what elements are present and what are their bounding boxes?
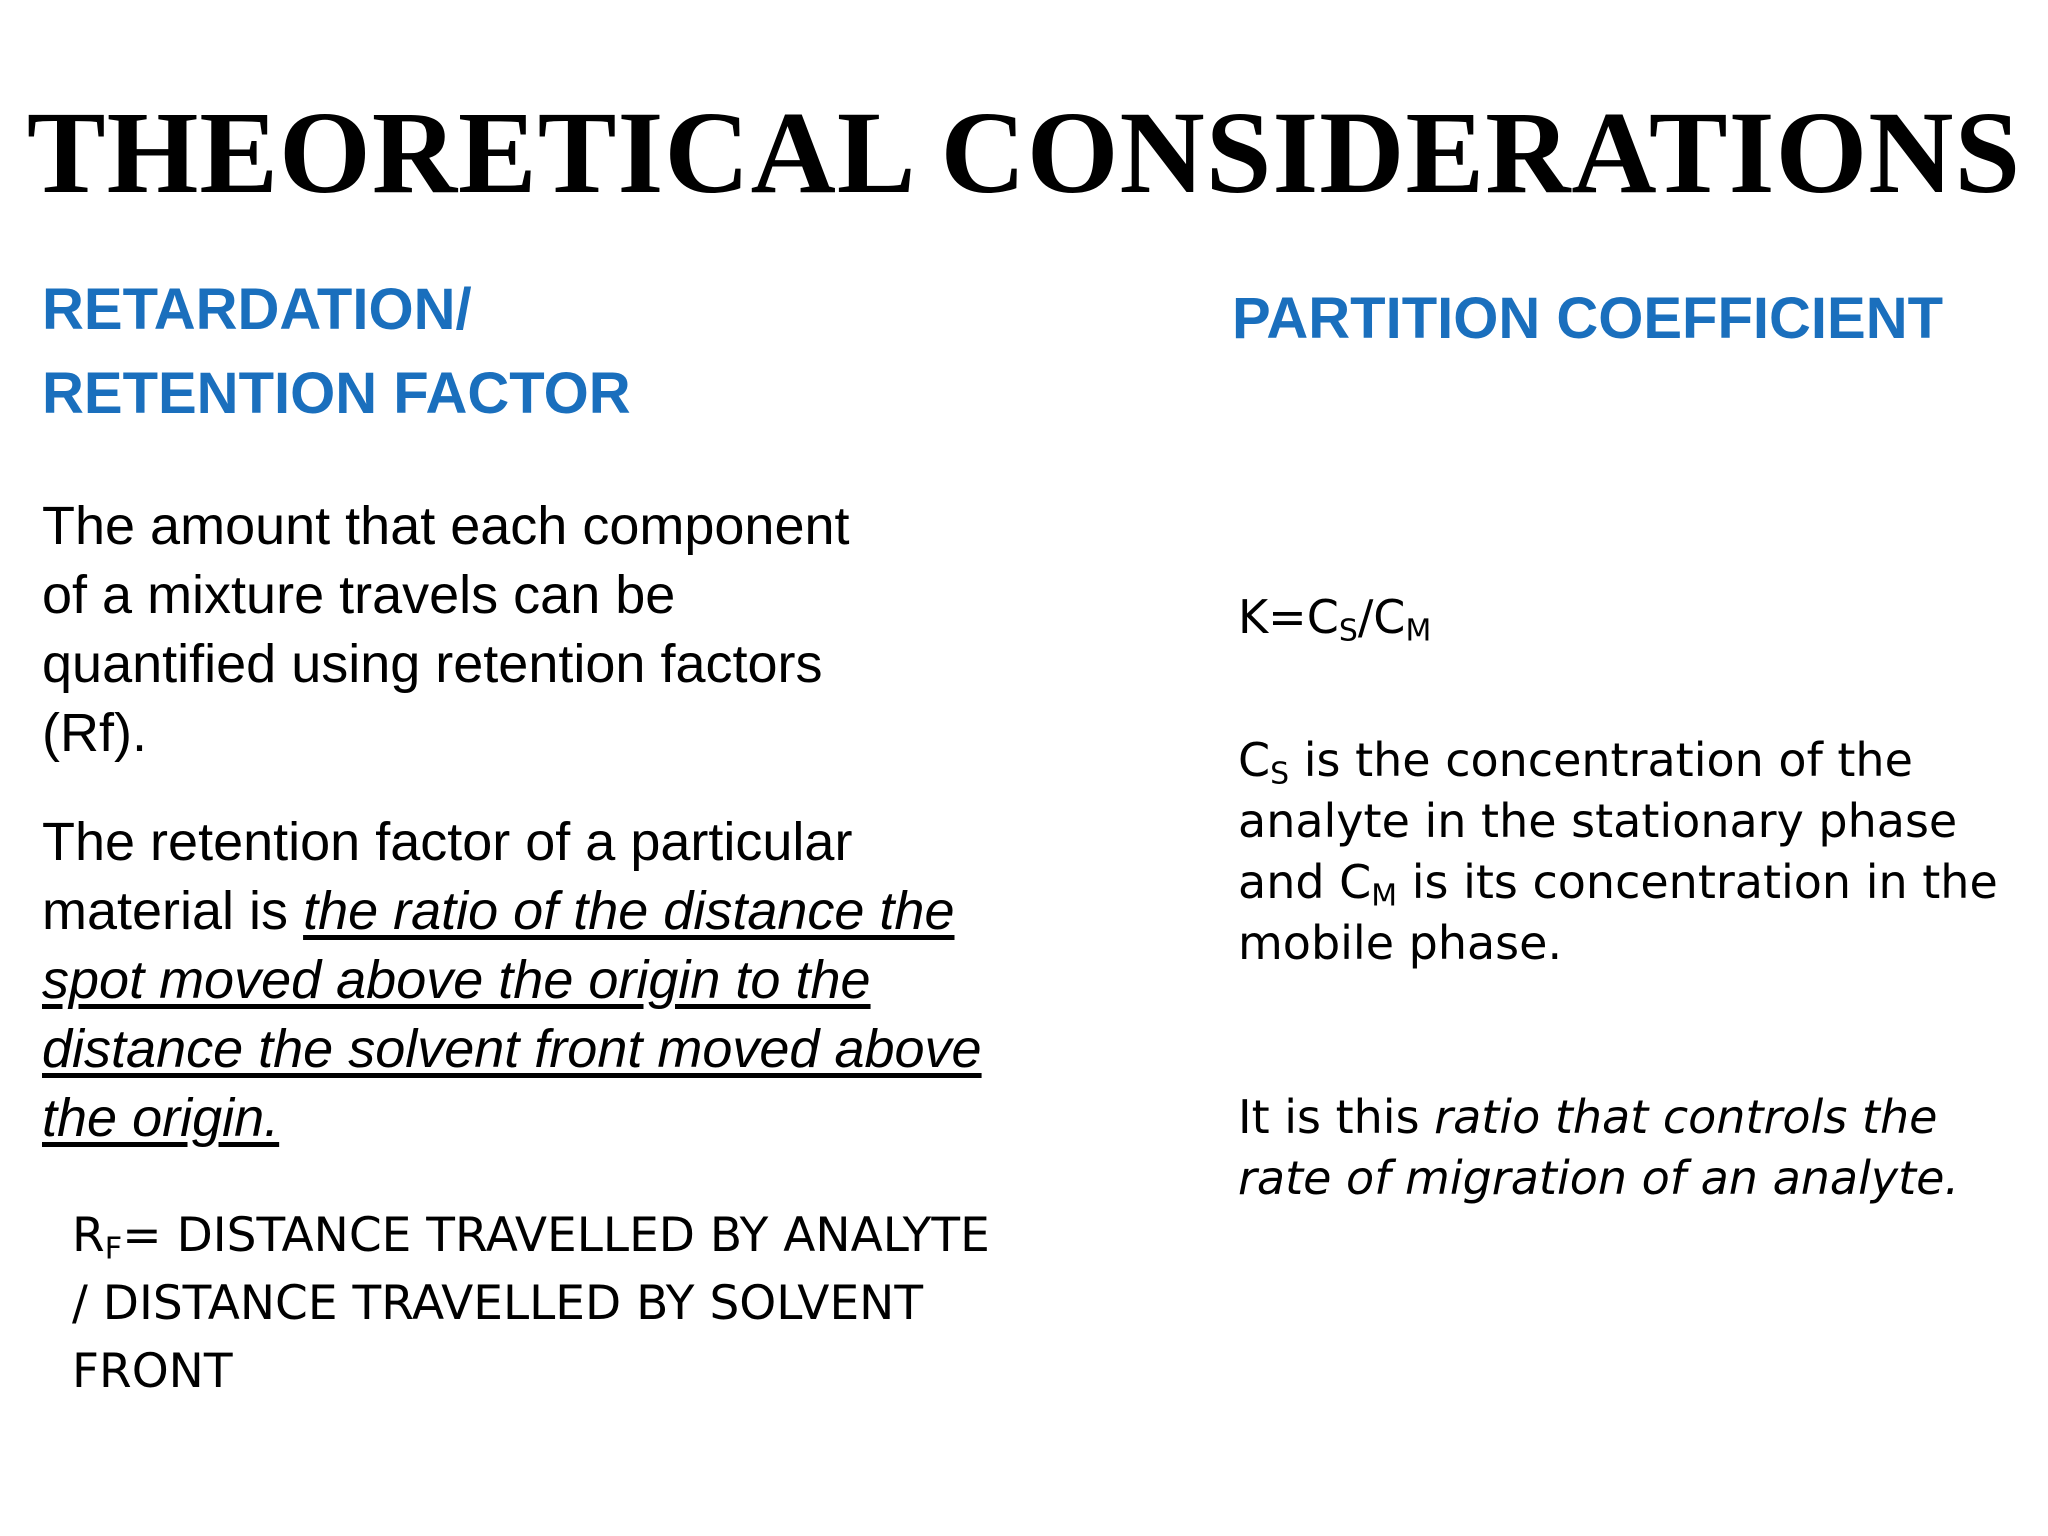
cs-symbol: C bbox=[1238, 733, 1271, 787]
retention-intro-paragraph bbox=[42, 492, 1042, 768]
ratio-emphasis: ratio that controls the rate of migration of an analyte. bbox=[1238, 1090, 1960, 1205]
heading-line-2: RETENTION FACTOR bbox=[42, 361, 631, 426]
definition-emphasis: the ratio of the distance the spot moved above the origin to the distance the solvent front moved above the origin. bbox=[42, 881, 982, 1148]
k-formula-lhs: K=C bbox=[1238, 590, 1339, 644]
slide-title: THEORETICAL CONSIDERATIONS bbox=[26, 87, 2022, 218]
heading-line-1: RETARDATION/ bbox=[42, 277, 472, 342]
description-text-2: is its concentration in the mobile phase. bbox=[1238, 855, 1998, 970]
rf-symbol: R bbox=[72, 1208, 105, 1263]
retention-factor-heading bbox=[42, 268, 631, 436]
k-formula-slash: /C bbox=[1357, 590, 1406, 644]
ratio-prefix: It is this bbox=[1238, 1090, 1435, 1144]
concentration-description bbox=[1238, 730, 2028, 974]
ratio-statement bbox=[1238, 1087, 2028, 1209]
partition-coefficient-heading: PARTITION COEFFICIENT bbox=[1232, 286, 1944, 351]
retention-intro-text: The amount that each component of a mixture travels can be quantified using retention factors (Rf). bbox=[42, 496, 850, 763]
definition-prefix: The retention factor of a particular material is bbox=[42, 812, 853, 941]
rf-formula-text: = DISTANCE TRAVELLED BY ANALYTE / DISTANCE TRAVELLED BY SOLVENT FRONT bbox=[72, 1208, 990, 1399]
rf-formula bbox=[72, 1202, 992, 1406]
k-formula-sub-s: S bbox=[1338, 613, 1358, 649]
k-formula bbox=[1238, 587, 2028, 648]
rf-subscript: F bbox=[104, 1231, 123, 1267]
cm-subscript: M bbox=[1371, 878, 1398, 914]
description-text-1: is the concentration of the analyte in the stationary phase and C bbox=[1238, 733, 1958, 909]
retention-definition-paragraph bbox=[42, 808, 1042, 1153]
k-formula-sub-m: M bbox=[1405, 613, 1432, 649]
cs-subscript: S bbox=[1270, 756, 1290, 792]
